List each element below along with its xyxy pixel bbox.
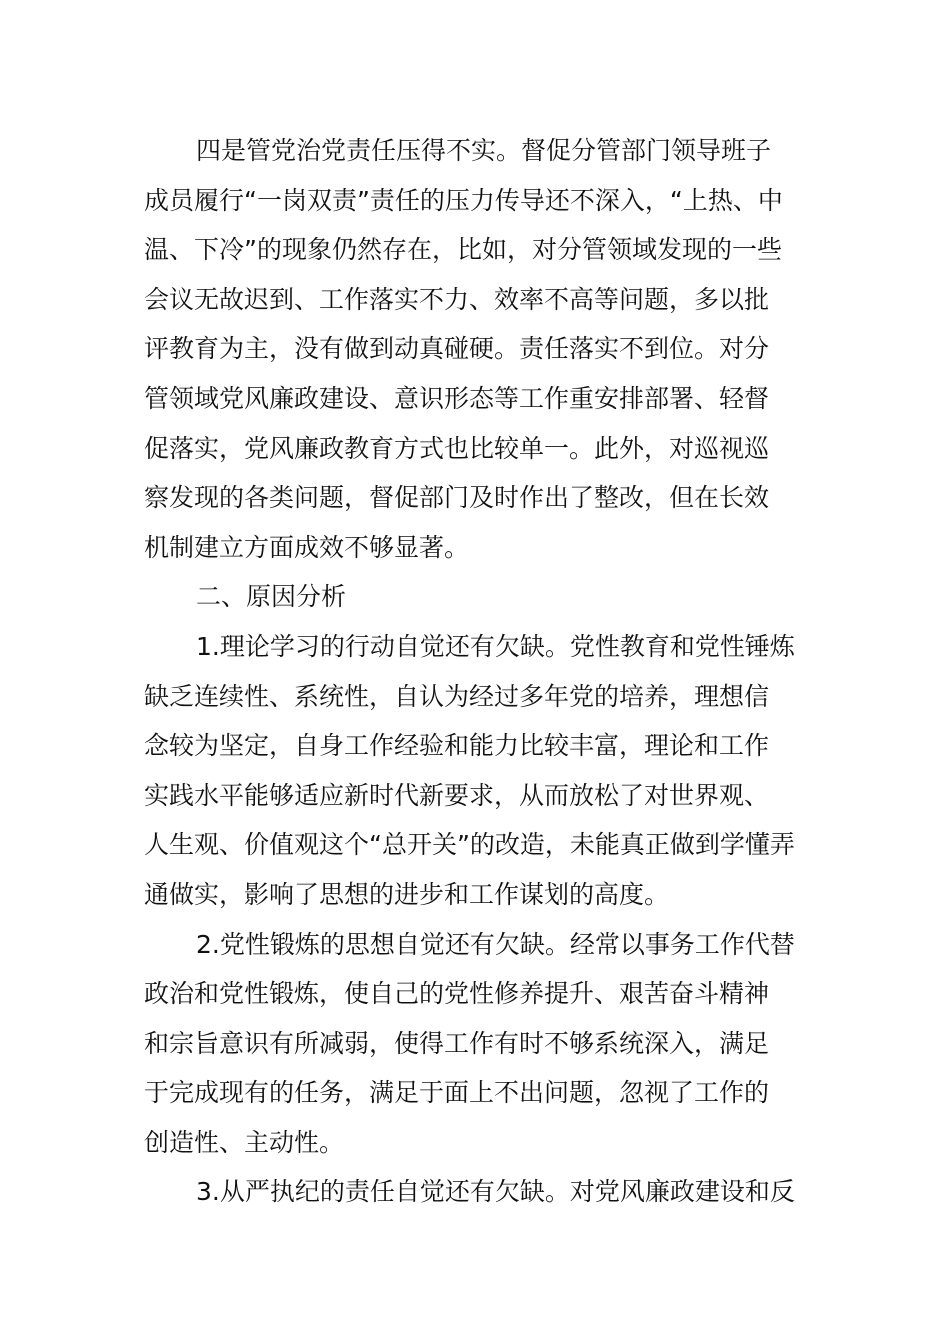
paragraph-4-line-1: 四是管党治党责任压得不实。督促分管部门领导班子 bbox=[196, 136, 772, 165]
reason-2-line-1: 2.党性锻炼的思想自觉还有欠缺。经常以事务工作代替 bbox=[196, 929, 795, 959]
paragraph-4-line-9: 机制建立方面成效不够显著。 bbox=[144, 532, 470, 562]
reason-1-line-3: 念较为坚定，自身工作经验和能力比较丰富，理论和工作 bbox=[144, 731, 770, 761]
reason-2-line-2: 政治和党性锻炼，使自己的党性修养提升、艰苦奋斗精神 bbox=[144, 979, 770, 1009]
paragraph-4-line-8: 察发现的各类问题，督促部门及时作出了整改，但在长效 bbox=[144, 483, 770, 513]
reason-2-line-4: 于完成现有的任务，满足于面上不出问题，忽视了工作的 bbox=[144, 1078, 770, 1108]
document-body bbox=[144, 126, 808, 1217]
reason-2-line-5: 创造性、主动性。 bbox=[144, 1127, 345, 1157]
reason-1-line-4: 实践水平能够适应新时代新要求，从而放松了对世界观、 bbox=[144, 780, 770, 810]
reason-1-line-6: 通做实，影响了思想的进步和工作谋划的高度。 bbox=[144, 879, 670, 909]
reason-1-line-2: 缺乏连续性、系统性，自认为经过多年党的培养，理想信 bbox=[144, 681, 770, 711]
paragraph-4-line-7: 促落实，党风廉政教育方式也比较单一。此外，对巡视巡 bbox=[144, 433, 770, 463]
reason-3-line-1: 3.从严执纪的责任自觉还有欠缺。对党风廉政建设和反 bbox=[196, 1177, 795, 1207]
reason-1-line-1: 1.理论学习的行动自觉还有欠缺。党性教育和党性锤炼 bbox=[196, 631, 795, 661]
paragraph-4-line-6: 管领域党风廉政建设、意识形态等工作重安排部署、轻督 bbox=[144, 383, 770, 413]
paragraph-4-line-3: 温、下冷”的现象仍然存在，比如，对分管领域发现的一些 bbox=[144, 235, 782, 265]
section-heading: 二、原因分析 bbox=[196, 582, 347, 612]
reason-2-line-3: 和宗旨意识有所减弱，使得工作有时不够系统深入，满足 bbox=[144, 1028, 770, 1058]
paragraph-4-line-5: 评教育为主，没有做到动真碰硬。责任落实不到位。对分 bbox=[144, 334, 770, 364]
reason-1-line-5: 人生观、价值观这个“总开关”的改造，未能真正做到学懂弄 bbox=[144, 830, 795, 860]
paragraph-4-line-2: 成员履行“一岗双责”责任的压力传导还不深入，“上热、中 bbox=[144, 185, 783, 215]
paragraph-4-line-4: 会议无故迟到、工作落实不力、效率不高等问题，多以批 bbox=[144, 284, 770, 314]
